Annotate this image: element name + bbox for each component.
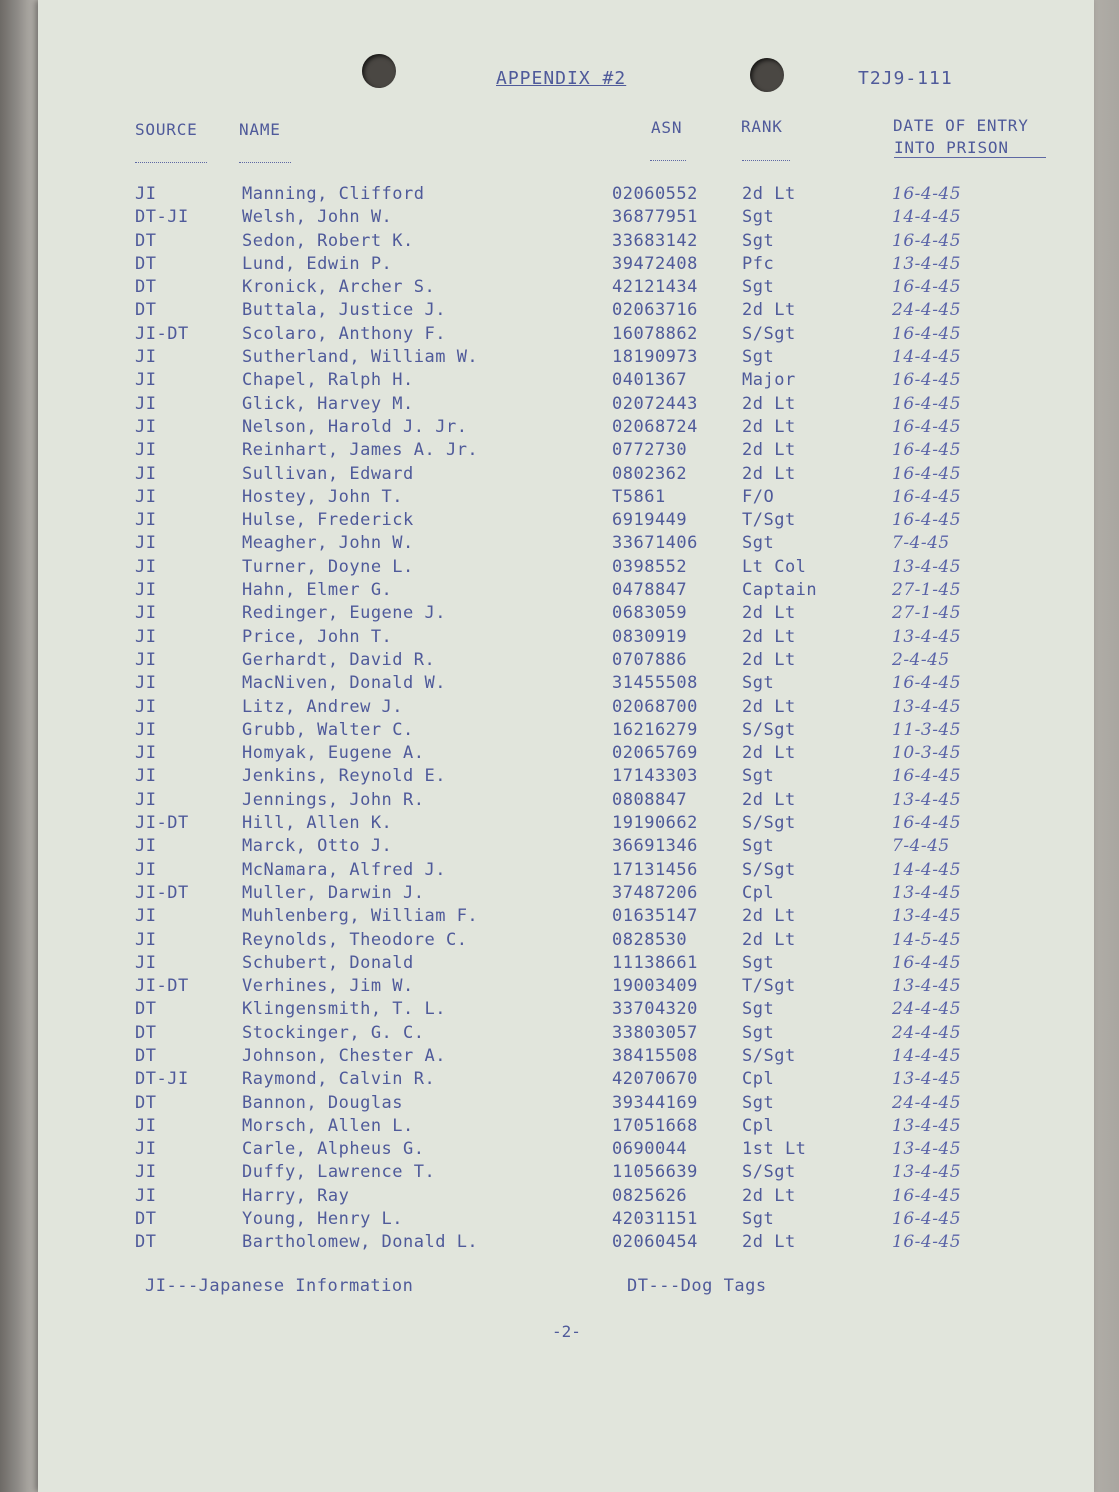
row-name: Jennings, John R. — [242, 789, 425, 810]
row-asn: 36877951 — [612, 207, 698, 228]
row-date: 16-4-45 — [892, 230, 962, 251]
row-asn: 01635147 — [612, 906, 698, 927]
row-date: 13-4-45 — [892, 1115, 962, 1136]
row-date: 16-4-45 — [892, 486, 962, 507]
header-source-underline — [135, 162, 207, 163]
row-date: 24-4-45 — [892, 300, 962, 321]
table-row — [0, 860, 1119, 883]
row-asn: 42031151 — [612, 1209, 698, 1230]
row-source: JI — [135, 696, 157, 717]
row-date: 27-1-45 — [892, 580, 962, 601]
table-row — [0, 1116, 1119, 1139]
row-name: Marck, Otto J. — [242, 836, 393, 857]
row-name: Hahn, Elmer G. — [242, 580, 393, 601]
row-asn: 0772730 — [612, 440, 688, 461]
row-rank: 2d Lt — [742, 929, 796, 950]
row-source: JI — [135, 533, 157, 554]
row-asn: 0802362 — [612, 463, 688, 484]
row-asn: 42070670 — [612, 1069, 698, 1090]
row-name: Meagher, John W. — [242, 533, 414, 554]
header-rank-underline — [742, 160, 790, 161]
row-name: MacNiven, Donald W. — [242, 673, 446, 694]
table-row — [0, 836, 1119, 859]
row-name: Sedon, Robert K. — [242, 230, 414, 251]
row-rank: S/Sgt — [742, 323, 796, 344]
row-date: 16-4-45 — [892, 393, 962, 414]
row-asn: 6919449 — [612, 510, 688, 531]
row-asn: 0478847 — [612, 580, 688, 601]
row-name: Buttala, Justice J. — [242, 300, 446, 321]
row-source: DT — [135, 1232, 157, 1253]
row-source: DT — [135, 999, 157, 1020]
row-rank: Sgt — [742, 533, 775, 554]
row-rank: Cpl — [742, 1069, 775, 1090]
header-date-line1: DATE OF ENTRY — [893, 116, 1029, 135]
row-source: DT — [135, 1022, 157, 1043]
row-rank: Sgt — [742, 952, 775, 973]
row-name: Duffy, Lawrence T. — [242, 1162, 436, 1183]
row-source: JI — [135, 347, 157, 368]
row-date: 16-4-45 — [892, 416, 962, 437]
row-rank: 2d Lt — [742, 463, 796, 484]
row-asn: 0690044 — [612, 1139, 688, 1160]
table-row — [0, 231, 1119, 254]
row-asn: 18190973 — [612, 347, 698, 368]
row-rank: 1st Lt — [742, 1139, 807, 1160]
table-row — [0, 1046, 1119, 1069]
row-asn: 16216279 — [612, 719, 698, 740]
row-asn: 42121434 — [612, 277, 698, 298]
row-asn: 0401367 — [612, 370, 688, 391]
row-date: 16-4-45 — [892, 952, 962, 973]
row-rank: 2d Lt — [742, 1185, 796, 1206]
row-source: JI — [135, 859, 157, 880]
row-rank: 2d Lt — [742, 743, 796, 764]
row-date: 13-4-45 — [892, 1162, 962, 1183]
row-name: Price, John T. — [242, 626, 393, 647]
row-name: Verhines, Jim W. — [242, 976, 414, 997]
table-row — [0, 627, 1119, 650]
row-date: 2-4-45 — [892, 649, 950, 670]
table-row — [0, 673, 1119, 696]
row-source: JI — [135, 463, 157, 484]
row-date: 14-4-45 — [892, 207, 962, 228]
row-date: 13-4-45 — [892, 556, 962, 577]
row-asn: 36691346 — [612, 836, 698, 857]
row-source: JI — [135, 184, 157, 204]
table-row — [0, 580, 1119, 603]
header-name: NAME — [239, 120, 281, 139]
row-asn: T5861 — [612, 486, 666, 507]
table-row — [0, 207, 1119, 230]
row-name: Young, Henry L. — [242, 1209, 404, 1230]
row-source: JI — [135, 789, 157, 810]
prisoner-table — [0, 184, 1119, 1256]
row-name: Chapel, Ralph H. — [242, 370, 414, 391]
row-asn: 02068724 — [612, 416, 698, 437]
row-asn: 02060454 — [612, 1232, 698, 1253]
row-date: 14-4-45 — [892, 347, 962, 368]
row-name: Kronick, Archer S. — [242, 277, 436, 298]
punch-hole-left — [362, 54, 396, 88]
row-date: 27-1-45 — [892, 603, 962, 624]
row-rank: 2d Lt — [742, 300, 796, 321]
row-date: 13-4-45 — [892, 1069, 962, 1090]
table-row — [0, 1139, 1119, 1162]
row-date: 7-4-45 — [892, 836, 950, 857]
row-rank: 2d Lt — [742, 416, 796, 437]
row-name: Gerhardt, David R. — [242, 649, 436, 670]
row-name: Morsch, Allen L. — [242, 1115, 414, 1136]
header-asn: ASN — [651, 118, 683, 137]
row-asn: 39344169 — [612, 1092, 698, 1113]
row-date: 14-4-45 — [892, 859, 962, 880]
row-rank: Pfc — [742, 253, 775, 274]
header-name-underline — [239, 162, 291, 163]
row-asn: 19190662 — [612, 813, 698, 834]
legend-dt: DT---Dog Tags — [627, 1276, 767, 1296]
table-row — [0, 603, 1119, 626]
table-row — [0, 184, 1119, 207]
row-name: Nelson, Harold J. Jr. — [242, 416, 468, 437]
row-date: 13-4-45 — [892, 1139, 962, 1160]
table-row — [0, 557, 1119, 580]
row-source: DT — [135, 1092, 157, 1113]
row-name: Welsh, John W. — [242, 207, 393, 228]
row-rank: 2d Lt — [742, 789, 796, 810]
row-asn: 02060552 — [612, 184, 698, 204]
row-date: 16-4-45 — [892, 673, 962, 694]
row-asn: 11056639 — [612, 1162, 698, 1183]
table-row — [0, 324, 1119, 347]
row-name: Sutherland, William W. — [242, 347, 479, 368]
row-rank: 2d Lt — [742, 696, 796, 717]
row-name: Scolaro, Anthony F. — [242, 323, 446, 344]
table-row — [0, 254, 1119, 277]
row-source: JI — [135, 440, 157, 461]
row-name: Hostey, John T. — [242, 486, 404, 507]
document-number: T2J9-111 — [858, 68, 953, 89]
row-source: JI-DT — [135, 813, 189, 834]
row-source: JI — [135, 719, 157, 740]
row-name: Schubert, Donald — [242, 952, 414, 973]
row-name: Grubb, Walter C. — [242, 719, 414, 740]
row-source: JI — [135, 952, 157, 973]
row-rank: S/Sgt — [742, 813, 796, 834]
table-row — [0, 370, 1119, 393]
row-date: 13-4-45 — [892, 253, 962, 274]
row-date: 13-4-45 — [892, 789, 962, 810]
row-asn: 17143303 — [612, 766, 698, 787]
table-row — [0, 1232, 1119, 1255]
row-name: Jenkins, Reynold E. — [242, 766, 446, 787]
row-asn: 0828530 — [612, 929, 688, 950]
row-date: 10-3-45 — [892, 743, 962, 764]
row-date: 16-4-45 — [892, 463, 962, 484]
row-source: JI — [135, 626, 157, 647]
row-rank: Lt Col — [742, 556, 807, 577]
row-name: Muhlenberg, William F. — [242, 906, 479, 927]
table-row — [0, 1023, 1119, 1046]
row-rank: 2d Lt — [742, 626, 796, 647]
row-asn: 0830919 — [612, 626, 688, 647]
row-asn: 16078862 — [612, 323, 698, 344]
row-name: McNamara, Alfred J. — [242, 859, 446, 880]
row-name: Johnson, Chester A. — [242, 1045, 446, 1066]
table-row — [0, 743, 1119, 766]
row-date: 13-4-45 — [892, 696, 962, 717]
row-date: 14-5-45 — [892, 929, 962, 950]
row-date: 16-4-45 — [892, 323, 962, 344]
table-row — [0, 650, 1119, 673]
row-rank: 2d Lt — [742, 393, 796, 414]
row-rank: 2d Lt — [742, 603, 796, 624]
row-rank: Sgt — [742, 207, 775, 228]
row-source: JI — [135, 929, 157, 950]
header-source: SOURCE — [135, 120, 198, 139]
row-source: JI — [135, 743, 157, 764]
row-source: DT-JI — [135, 207, 189, 228]
row-date: 16-4-45 — [892, 440, 962, 461]
row-source: DT — [135, 230, 157, 251]
table-row — [0, 277, 1119, 300]
row-date: 13-4-45 — [892, 882, 962, 903]
header-date-line2: INTO PRISON — [894, 138, 1046, 158]
row-rank: S/Sgt — [742, 1045, 796, 1066]
row-source: DT — [135, 300, 157, 321]
table-row — [0, 953, 1119, 976]
table-row — [0, 300, 1119, 323]
row-name: Muller, Darwin J. — [242, 882, 425, 903]
row-rank: 2d Lt — [742, 184, 796, 204]
row-source: JI-DT — [135, 976, 189, 997]
row-name: Sullivan, Edward — [242, 463, 414, 484]
row-rank: T/Sgt — [742, 510, 796, 531]
row-rank: T/Sgt — [742, 976, 796, 997]
row-asn: 02068700 — [612, 696, 698, 717]
row-source: JI — [135, 1185, 157, 1206]
row-name: Carle, Alpheus G. — [242, 1139, 425, 1160]
row-source: JI — [135, 416, 157, 437]
row-name: Bartholomew, Donald L. — [242, 1232, 479, 1253]
row-asn: 02065769 — [612, 743, 698, 764]
row-rank: Major — [742, 370, 796, 391]
row-rank: 2d Lt — [742, 440, 796, 461]
row-asn: 02063716 — [612, 300, 698, 321]
table-row — [0, 930, 1119, 953]
row-date: 16-4-45 — [892, 1209, 962, 1230]
header-rank: RANK — [741, 117, 783, 136]
row-rank: 2d Lt — [742, 906, 796, 927]
table-row — [0, 417, 1119, 440]
legend-ji: JI---Japanese Information — [145, 1276, 414, 1296]
row-rank: Sgt — [742, 347, 775, 368]
table-row — [0, 999, 1119, 1022]
row-name: Reynolds, Theodore C. — [242, 929, 468, 950]
row-name: Turner, Doyne L. — [242, 556, 414, 577]
row-rank: F/O — [742, 486, 775, 507]
row-source: JI-DT — [135, 323, 189, 344]
table-row — [0, 697, 1119, 720]
table-row — [0, 976, 1119, 999]
row-date: 16-4-45 — [892, 184, 962, 204]
row-asn: 17131456 — [612, 859, 698, 880]
row-rank: Sgt — [742, 766, 775, 787]
row-date: 16-4-45 — [892, 510, 962, 531]
row-rank: Sgt — [742, 1209, 775, 1230]
row-source: DT — [135, 1045, 157, 1066]
row-name: Reinhart, James A. Jr. — [242, 440, 479, 461]
row-source: JI — [135, 556, 157, 577]
row-source: JI — [135, 906, 157, 927]
table-row — [0, 440, 1119, 463]
row-asn: 0808847 — [612, 789, 688, 810]
row-source: DT — [135, 1209, 157, 1230]
table-row — [0, 1069, 1119, 1092]
row-date: 7-4-45 — [892, 533, 950, 554]
table-row — [0, 1093, 1119, 1116]
row-source: JI-DT — [135, 882, 189, 903]
row-name: Manning, Clifford — [242, 184, 425, 204]
row-name: Klingensmith, T. L. — [242, 999, 446, 1020]
row-date: 16-4-45 — [892, 1185, 962, 1206]
row-asn: 17051668 — [612, 1115, 698, 1136]
row-asn: 19003409 — [612, 976, 698, 997]
table-row — [0, 1186, 1119, 1209]
row-name: Stockinger, G. C. — [242, 1022, 425, 1043]
table-row — [0, 1162, 1119, 1185]
row-rank: S/Sgt — [742, 859, 796, 880]
row-asn: 38415508 — [612, 1045, 698, 1066]
row-source: JI — [135, 1115, 157, 1136]
row-date: 24-4-45 — [892, 999, 962, 1020]
page-title: APPENDIX #2 — [496, 68, 627, 89]
row-asn: 11138661 — [612, 952, 698, 973]
row-source: DT — [135, 277, 157, 298]
row-rank: Cpl — [742, 882, 775, 903]
row-rank: Sgt — [742, 673, 775, 694]
row-rank: Sgt — [742, 836, 775, 857]
row-date: 24-4-45 — [892, 1022, 962, 1043]
row-name: Hulse, Frederick — [242, 510, 414, 531]
row-asn: 31455508 — [612, 673, 698, 694]
row-source: JI — [135, 370, 157, 391]
row-source: JI — [135, 393, 157, 414]
table-row — [0, 883, 1119, 906]
row-rank: Sgt — [742, 277, 775, 298]
row-date: 16-4-45 — [892, 370, 962, 391]
row-date: 14-4-45 — [892, 1045, 962, 1066]
row-asn: 0398552 — [612, 556, 688, 577]
row-asn: 33803057 — [612, 1022, 698, 1043]
row-name: Litz, Andrew J. — [242, 696, 404, 717]
row-name: Redinger, Eugene J. — [242, 603, 446, 624]
row-date: 11-3-45 — [892, 719, 962, 740]
table-row — [0, 813, 1119, 836]
row-rank: Sgt — [742, 999, 775, 1020]
table-row — [0, 533, 1119, 556]
table-row — [0, 1209, 1119, 1232]
punch-hole-right — [750, 58, 784, 92]
row-source: JI — [135, 580, 157, 601]
row-asn: 37487206 — [612, 882, 698, 903]
table-row — [0, 790, 1119, 813]
row-rank: Cpl — [742, 1115, 775, 1136]
row-asn: 0683059 — [612, 603, 688, 624]
row-date: 24-4-45 — [892, 1092, 962, 1113]
table-row — [0, 510, 1119, 533]
row-source: JI — [135, 766, 157, 787]
row-asn: 33671406 — [612, 533, 698, 554]
row-source: JI — [135, 1162, 157, 1183]
table-row — [0, 394, 1119, 417]
row-source: JI — [135, 673, 157, 694]
row-source: JI — [135, 1139, 157, 1160]
row-source: JI — [135, 486, 157, 507]
row-rank: S/Sgt — [742, 719, 796, 740]
row-asn: 0825626 — [612, 1185, 688, 1206]
row-rank: Captain — [742, 580, 818, 601]
row-asn: 33683142 — [612, 230, 698, 251]
row-date: 16-4-45 — [892, 766, 962, 787]
row-rank: Sgt — [742, 1022, 775, 1043]
row-rank: Sgt — [742, 1092, 775, 1113]
row-name: Bannon, Douglas — [242, 1092, 404, 1113]
row-name: Lund, Edwin P. — [242, 253, 393, 274]
row-asn: 39472408 — [612, 253, 698, 274]
row-source: DT-JI — [135, 1069, 189, 1090]
row-date: 16-4-45 — [892, 813, 962, 834]
row-source: DT — [135, 253, 157, 274]
row-rank: 2d Lt — [742, 1232, 796, 1253]
row-date: 13-4-45 — [892, 906, 962, 927]
row-source: JI — [135, 649, 157, 670]
row-rank: S/Sgt — [742, 1162, 796, 1183]
row-date: 13-4-45 — [892, 976, 962, 997]
row-name: Hill, Allen K. — [242, 813, 393, 834]
row-source: JI — [135, 836, 157, 857]
row-name: Glick, Harvey M. — [242, 393, 414, 414]
table-row — [0, 347, 1119, 370]
table-row — [0, 487, 1119, 510]
row-asn: 0707886 — [612, 649, 688, 670]
table-row — [0, 720, 1119, 743]
row-source: JI — [135, 603, 157, 624]
row-rank: 2d Lt — [742, 649, 796, 670]
row-date: 13-4-45 — [892, 626, 962, 647]
table-row — [0, 766, 1119, 789]
row-asn: 02072443 — [612, 393, 698, 414]
row-asn: 33704320 — [612, 999, 698, 1020]
header-asn-underline — [650, 160, 686, 161]
row-source: JI — [135, 510, 157, 531]
row-date: 16-4-45 — [892, 1232, 962, 1253]
page-number: -2- — [552, 1322, 581, 1341]
table-row — [0, 464, 1119, 487]
row-name: Raymond, Calvin R. — [242, 1069, 436, 1090]
row-name: Homyak, Eugene A. — [242, 743, 425, 764]
row-date: 16-4-45 — [892, 277, 962, 298]
row-name: Harry, Ray — [242, 1185, 350, 1206]
row-rank: Sgt — [742, 230, 775, 251]
table-row — [0, 906, 1119, 929]
